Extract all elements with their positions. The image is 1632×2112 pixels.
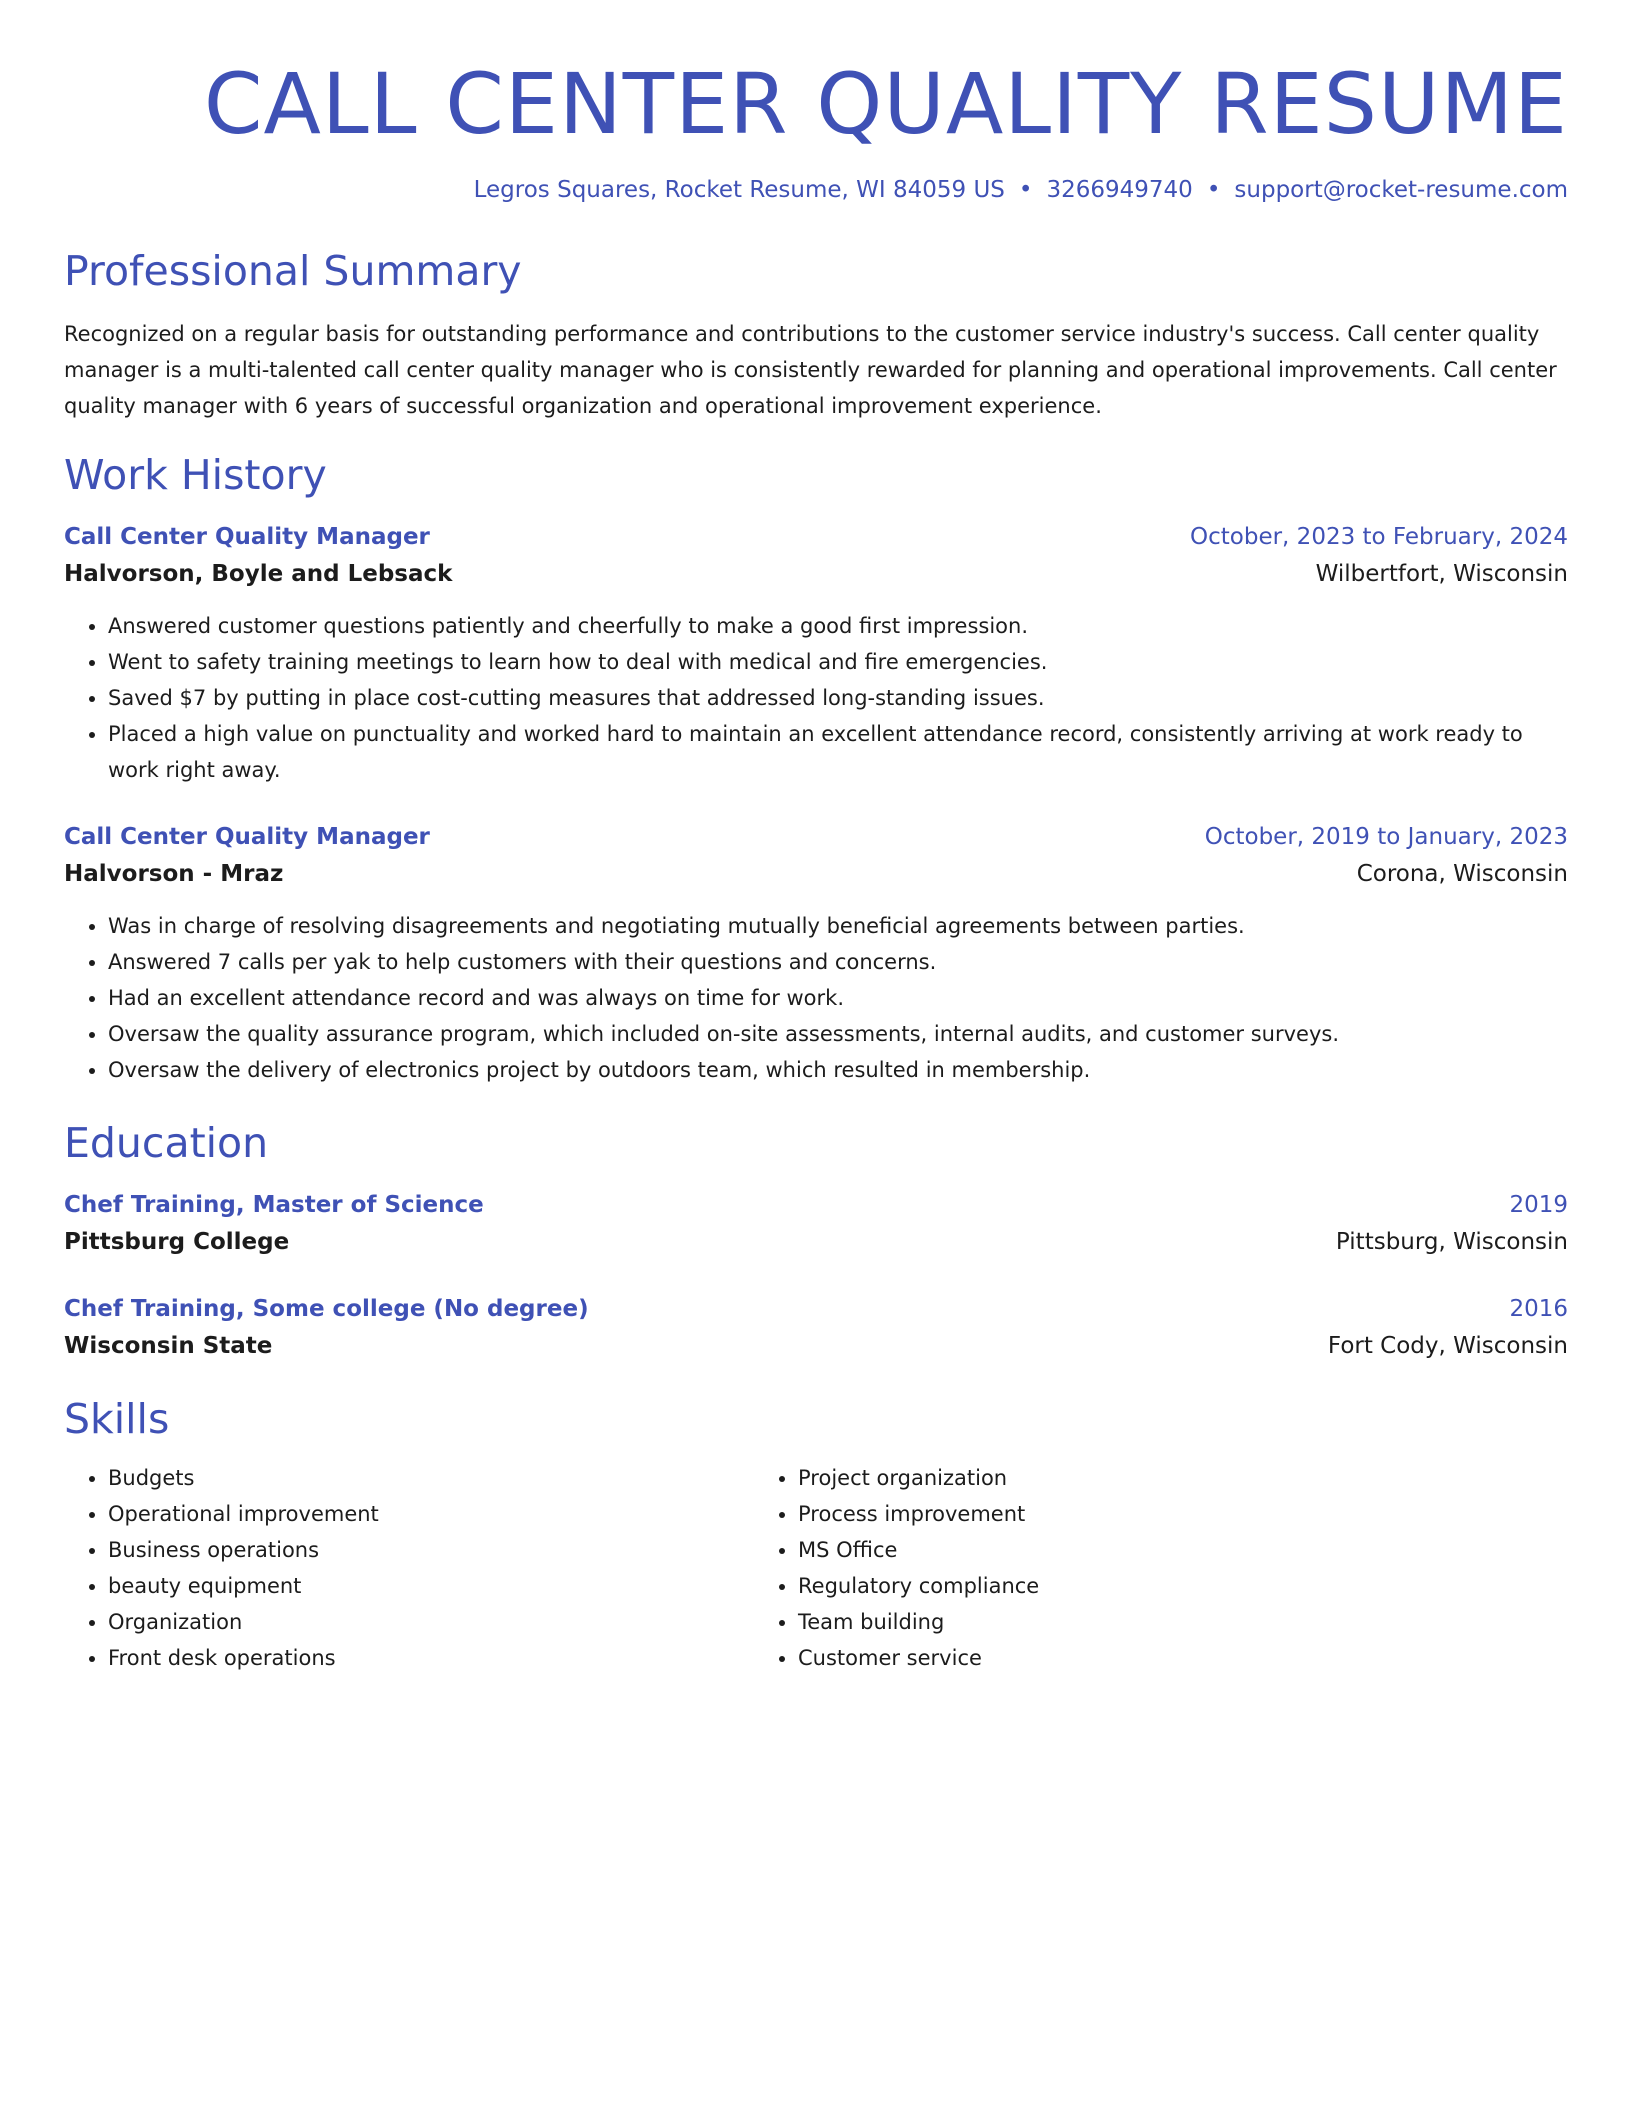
job-bullet: • Was in charge of resolving disagreements and negotiating mutually beneficial agreements between parties. xyxy=(108,908,1568,944)
education-heading: Education xyxy=(64,1119,269,1167)
job-header-row xyxy=(64,820,1568,854)
job-bullet: • Had an excellent attendance record and was always on time for work. xyxy=(108,980,1568,1016)
summary-text: Recognized on a regular basis for outstanding performance and contributions to the customer service industry's success. Call center quality manager is a multi-talented call center quality manager who is consistently rewarded for planning and operational improvements. Call center quality manager with 6 years of successful organization and operational improvement experience. xyxy=(64,322,1557,418)
education-school: Pittsburg College xyxy=(64,1229,290,1255)
education-school: Wisconsin State xyxy=(64,1333,273,1359)
job-company-row xyxy=(64,854,1568,894)
skills-grid xyxy=(64,1460,1568,1676)
job-bullets xyxy=(64,908,1568,1088)
skill-item: • Organization xyxy=(108,1604,754,1640)
skill-item: • beauty equipment xyxy=(108,1568,754,1604)
job-bullet: • Oversaw the delivery of electronics project by outdoors team, which resulted in membership. xyxy=(108,1052,1568,1088)
skill-item: • Front desk operations xyxy=(108,1640,754,1676)
work-history-heading: Work History xyxy=(64,451,327,499)
job-role: Call Center Quality Manager xyxy=(64,824,430,850)
job-bullet: • Saved $7 by putting in place cost-cutting measures that addressed long-standing issues. xyxy=(108,680,1568,716)
skill-item: • MS Office xyxy=(798,1532,1454,1568)
job-role: Call Center Quality Manager xyxy=(64,524,430,550)
education-location: Fort Cody, Wisconsin xyxy=(1327,1333,1568,1359)
skill-item: • Operational improvement xyxy=(108,1496,754,1532)
job-header-row xyxy=(64,520,1568,554)
education-entry xyxy=(64,1188,1568,1262)
contact-separator: • xyxy=(1018,177,1033,203)
education-year: 2019 xyxy=(1509,1192,1568,1218)
job-bullet: • Answered customer questions patiently and cheerfully to make a good first impression. xyxy=(108,608,1568,644)
skill-item: • Team building xyxy=(798,1604,1454,1640)
skill-item: • Business operations xyxy=(108,1532,754,1568)
job-bullet: • Oversaw the quality assurance program, which included on-site assessments, internal audits, and customer surveys. xyxy=(108,1016,1568,1052)
job-company: Halvorson, Boyle and Lebsack xyxy=(64,561,453,587)
job-company: Halvorson - Mraz xyxy=(64,861,284,887)
contact-line xyxy=(64,174,1568,206)
job-dates: October, 2019 to January, 2023 xyxy=(1204,824,1568,850)
education-degree: Chef Training, Master of Science xyxy=(64,1192,484,1218)
job-bullet: • Placed a high value on punctuality and worked hard to maintain an excellent attendance record, consistently arriving at work ready to work right away. xyxy=(108,716,1568,788)
contact-separator: • xyxy=(1206,177,1221,203)
resume-title: CALL CENTER QUALITY RESUME xyxy=(203,55,1568,153)
job-company-row xyxy=(64,554,1568,594)
skills-list-left xyxy=(64,1460,754,1676)
job-entry xyxy=(64,820,1568,1088)
education-location: Pittsburg, Wisconsin xyxy=(1335,1229,1568,1255)
skill-item: • Customer service xyxy=(798,1640,1454,1676)
skills-section xyxy=(64,1392,1568,1676)
education-school-row xyxy=(64,1326,1568,1366)
skills-heading: Skills xyxy=(64,1395,170,1443)
job-entry xyxy=(64,520,1568,788)
contact-phone: 3266949740 xyxy=(1046,177,1193,203)
job-bullet: • Answered 7 calls per yak to help customers with their questions and concerns. xyxy=(108,944,1568,980)
job-bullet: • Went to safety training meetings to learn how to deal with medical and fire emergencies. xyxy=(108,644,1568,680)
job-location: Wilbertfort, Wisconsin xyxy=(1315,561,1568,587)
skill-item: • Process improvement xyxy=(798,1496,1454,1532)
contact-address: Legros Squares, Rocket Resume, WI 84059 US xyxy=(473,177,1005,203)
summary-heading: Professional Summary xyxy=(64,247,522,295)
work-history-section xyxy=(64,448,1568,1088)
skill-item: • Project organization xyxy=(798,1460,1454,1496)
contact-email: support@rocket-resume.com xyxy=(1234,177,1568,203)
education-degree: Chef Training, Some college (No degree) xyxy=(64,1296,589,1322)
summary-section xyxy=(64,244,1568,424)
skill-item: • Budgets xyxy=(108,1460,754,1496)
skills-list-right xyxy=(754,1460,1454,1676)
job-dates: October, 2023 to February, 2024 xyxy=(1190,524,1568,550)
job-location: Corona, Wisconsin xyxy=(1356,861,1568,887)
education-entry xyxy=(64,1292,1568,1366)
job-bullets xyxy=(64,608,1568,788)
education-school-row xyxy=(64,1222,1568,1262)
education-year: 2016 xyxy=(1509,1296,1568,1322)
skill-item: • Regulatory compliance xyxy=(798,1568,1454,1604)
education-header-row xyxy=(64,1292,1568,1326)
education-section xyxy=(64,1116,1568,1366)
resume-header xyxy=(64,54,1568,206)
education-header-row xyxy=(64,1188,1568,1222)
